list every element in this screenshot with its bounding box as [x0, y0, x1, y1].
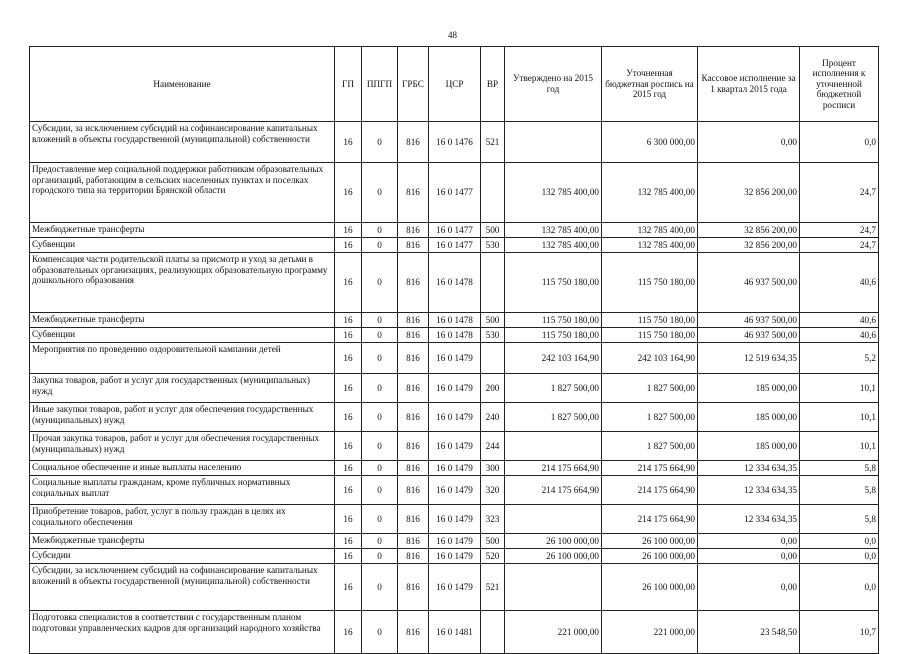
table-row	[30, 163, 879, 223]
cell-ppgp: 0	[362, 534, 398, 549]
cell-gp: 16	[335, 163, 362, 223]
cell-csr: 16 0 1479	[429, 549, 481, 564]
header-gp: ГП	[335, 47, 362, 122]
cell-ppgp: 0	[362, 328, 398, 343]
cell-name: Субсидии, за исключением субсидий на софинансирование капитальных вложений в объекты государственной (муниципальной) собственности	[30, 122, 335, 163]
cell-approved: 1 827 500,00	[505, 374, 602, 403]
page-number: 48	[448, 30, 457, 40]
cell-vr	[481, 343, 505, 374]
cell-name: Социальные выплаты гражданам, кроме публичных нормативных социальных выплат	[30, 476, 335, 505]
cell-vr: 530	[481, 238, 505, 253]
cell-grbs: 816	[398, 313, 429, 328]
cell-executed: 0,00	[698, 122, 800, 163]
table-row	[30, 313, 879, 328]
cell-vr: 521	[481, 122, 505, 163]
cell-refined: 132 785 400,00	[602, 238, 698, 253]
cell-name: Межбюджетные трансферты	[30, 223, 335, 238]
cell-refined: 1 827 500,00	[602, 403, 698, 432]
cell-grbs: 816	[398, 122, 429, 163]
table-row	[30, 564, 879, 611]
cell-gp: 16	[335, 505, 362, 534]
table-row	[30, 374, 879, 403]
cell-gp: 16	[335, 328, 362, 343]
cell-vr: 200	[481, 374, 505, 403]
header-name: Наименование	[30, 47, 335, 122]
table-header-row	[30, 47, 879, 122]
cell-name: Приобретение товаров, работ, услуг в пользу граждан в целях их социального обеспечения	[30, 505, 335, 534]
header-vr: ВР	[481, 47, 505, 122]
table-row	[30, 343, 879, 374]
cell-refined: 26 100 000,00	[602, 549, 698, 564]
cell-ppgp: 0	[362, 223, 398, 238]
cell-refined: 1 827 500,00	[602, 432, 698, 461]
cell-executed: 46 937 500,00	[698, 328, 800, 343]
cell-csr: 16 0 1479	[429, 505, 481, 534]
cell-name: Субвенции	[30, 328, 335, 343]
cell-ppgp: 0	[362, 343, 398, 374]
cell-executed: 12 519 634,35	[698, 343, 800, 374]
table-row	[30, 253, 879, 313]
cell-csr: 16 0 1479	[429, 534, 481, 549]
cell-approved: 1 827 500,00	[505, 403, 602, 432]
cell-refined: 132 785 400,00	[602, 223, 698, 238]
cell-ppgp: 0	[362, 122, 398, 163]
cell-gp: 16	[335, 549, 362, 564]
cell-grbs: 816	[398, 505, 429, 534]
cell-gp: 16	[335, 534, 362, 549]
cell-grbs: 816	[398, 549, 429, 564]
cell-executed: 46 937 500,00	[698, 313, 800, 328]
cell-gp: 16	[335, 223, 362, 238]
cell-refined: 115 750 180,00	[602, 253, 698, 313]
cell-ppgp: 0	[362, 238, 398, 253]
cell-ppgp: 0	[362, 476, 398, 505]
table-row	[30, 549, 879, 564]
cell-gp: 16	[335, 343, 362, 374]
cell-approved: 242 103 164,90	[505, 343, 602, 374]
cell-percent: 0,0	[800, 564, 879, 611]
cell-percent: 40,6	[800, 253, 879, 313]
cell-approved: 214 175 664,90	[505, 476, 602, 505]
cell-ppgp: 0	[362, 549, 398, 564]
table-row	[30, 432, 879, 461]
header-grbs: ГРБС	[398, 47, 429, 122]
table-row	[30, 403, 879, 432]
cell-percent: 40,6	[800, 328, 879, 343]
cell-approved	[505, 122, 602, 163]
cell-executed: 185 000,00	[698, 374, 800, 403]
table-row	[30, 534, 879, 549]
cell-csr: 16 0 1479	[429, 432, 481, 461]
cell-grbs: 816	[398, 534, 429, 549]
cell-vr: 300	[481, 461, 505, 476]
cell-percent: 0,0	[800, 122, 879, 163]
cell-csr: 16 0 1479	[429, 403, 481, 432]
cell-grbs: 816	[398, 223, 429, 238]
cell-refined: 214 175 664,90	[602, 461, 698, 476]
cell-approved: 26 100 000,00	[505, 549, 602, 564]
header-ppgp: ППГП	[362, 47, 398, 122]
cell-vr: 500	[481, 313, 505, 328]
cell-name: Мероприятия по проведению оздоровительной кампании детей	[30, 343, 335, 374]
header-percent: Процент исполнения к уточненной бюджетной росписи	[800, 47, 879, 122]
cell-approved: 221 000,00	[505, 611, 602, 654]
cell-grbs: 816	[398, 374, 429, 403]
cell-name: Прочая закупка товаров, работ и услуг для обеспечения государственных (муниципальных) нужд	[30, 432, 335, 461]
cell-executed: 32 856 200,00	[698, 163, 800, 223]
cell-grbs: 816	[398, 403, 429, 432]
cell-executed: 12 334 634,35	[698, 476, 800, 505]
cell-refined: 1 827 500,00	[602, 374, 698, 403]
cell-vr: 320	[481, 476, 505, 505]
cell-csr: 16 0 1479	[429, 374, 481, 403]
cell-approved	[505, 564, 602, 611]
table-row	[30, 476, 879, 505]
cell-refined: 115 750 180,00	[602, 328, 698, 343]
cell-approved: 26 100 000,00	[505, 534, 602, 549]
cell-csr: 16 0 1477	[429, 163, 481, 223]
cell-percent: 10,1	[800, 374, 879, 403]
cell-name: Межбюджетные трансферты	[30, 534, 335, 549]
cell-vr: 244	[481, 432, 505, 461]
cell-vr: 500	[481, 534, 505, 549]
cell-gp: 16	[335, 476, 362, 505]
cell-name: Субсидии	[30, 549, 335, 564]
cell-gp: 16	[335, 461, 362, 476]
cell-percent: 10,7	[800, 611, 879, 654]
cell-vr: 530	[481, 328, 505, 343]
cell-vr	[481, 163, 505, 223]
table-row	[30, 328, 879, 343]
cell-name: Предоставление мер социальной поддержки работникам образовательных организаций, работающим в сельских населенных пунктах и поселках городского типа на территории Брянской области	[30, 163, 335, 223]
cell-csr: 16 0 1479	[429, 343, 481, 374]
table-row	[30, 461, 879, 476]
table-row	[30, 122, 879, 163]
cell-ppgp: 0	[362, 564, 398, 611]
cell-name: Иные закупки товаров, работ и услуг для обеспечения государственных (муниципальных) нужд	[30, 403, 335, 432]
cell-ppgp: 0	[362, 313, 398, 328]
cell-vr: 500	[481, 223, 505, 238]
header-executed: Кассовое исполнение за 1 квартал 2015 года	[698, 47, 800, 122]
cell-refined: 214 175 664,90	[602, 505, 698, 534]
cell-approved: 115 750 180,00	[505, 328, 602, 343]
cell-approved: 214 175 664,90	[505, 461, 602, 476]
cell-csr: 16 0 1478	[429, 313, 481, 328]
cell-gp: 16	[335, 403, 362, 432]
cell-refined: 242 103 164,90	[602, 343, 698, 374]
cell-name: Межбюджетные трансферты	[30, 313, 335, 328]
cell-ppgp: 0	[362, 461, 398, 476]
cell-percent: 24,7	[800, 238, 879, 253]
cell-percent: 10,1	[800, 403, 879, 432]
cell-vr: 521	[481, 564, 505, 611]
cell-ppgp: 0	[362, 505, 398, 534]
cell-gp: 16	[335, 122, 362, 163]
table-row	[30, 611, 879, 654]
cell-vr	[481, 253, 505, 313]
cell-executed: 46 937 500,00	[698, 253, 800, 313]
cell-executed: 32 856 200,00	[698, 223, 800, 238]
cell-approved	[505, 432, 602, 461]
cell-gp: 16	[335, 253, 362, 313]
header-csr: ЦСР	[429, 47, 481, 122]
cell-refined: 132 785 400,00	[602, 163, 698, 223]
cell-csr: 16 0 1479	[429, 564, 481, 611]
cell-name: Подготовка специалистов в соответствии с государственным планом подготовки управленческих кадров для организаций народного хозяйства	[30, 611, 335, 654]
header-refined: Уточненная бюджетная роспись на 2015 год	[602, 47, 698, 122]
cell-gp: 16	[335, 374, 362, 403]
cell-percent: 0,0	[800, 534, 879, 549]
table-row	[30, 238, 879, 253]
budget-table	[29, 46, 879, 654]
cell-executed: 185 000,00	[698, 403, 800, 432]
cell-refined: 115 750 180,00	[602, 313, 698, 328]
cell-name: Субвенции	[30, 238, 335, 253]
cell-grbs: 816	[398, 611, 429, 654]
cell-grbs: 816	[398, 253, 429, 313]
cell-gp: 16	[335, 313, 362, 328]
table-body	[30, 122, 879, 654]
cell-ppgp: 0	[362, 403, 398, 432]
cell-csr: 16 0 1477	[429, 238, 481, 253]
cell-gp: 16	[335, 432, 362, 461]
cell-approved: 115 750 180,00	[505, 253, 602, 313]
cell-gp: 16	[335, 611, 362, 654]
cell-executed: 0,00	[698, 549, 800, 564]
cell-approved	[505, 505, 602, 534]
cell-ppgp: 0	[362, 253, 398, 313]
table-row	[30, 223, 879, 238]
cell-approved: 115 750 180,00	[505, 313, 602, 328]
cell-approved: 132 785 400,00	[505, 238, 602, 253]
cell-refined: 6 300 000,00	[602, 122, 698, 163]
cell-csr: 16 0 1481	[429, 611, 481, 654]
table-row	[30, 505, 879, 534]
cell-executed: 185 000,00	[698, 432, 800, 461]
cell-name: Субсидии, за исключением субсидий на софинансирование капитальных вложений в объекты государственной (муниципальной) собственности	[30, 564, 335, 611]
cell-percent: 5,8	[800, 505, 879, 534]
cell-grbs: 816	[398, 328, 429, 343]
cell-gp: 16	[335, 238, 362, 253]
cell-grbs: 816	[398, 476, 429, 505]
cell-percent: 40,6	[800, 313, 879, 328]
cell-percent: 5,2	[800, 343, 879, 374]
cell-approved: 132 785 400,00	[505, 163, 602, 223]
cell-vr	[481, 611, 505, 654]
cell-csr: 16 0 1479	[429, 476, 481, 505]
cell-ppgp: 0	[362, 374, 398, 403]
cell-grbs: 816	[398, 461, 429, 476]
cell-percent: 10,1	[800, 432, 879, 461]
cell-vr: 240	[481, 403, 505, 432]
cell-refined: 26 100 000,00	[602, 564, 698, 611]
cell-csr: 16 0 1478	[429, 328, 481, 343]
cell-percent: 24,7	[800, 223, 879, 238]
header-approved: Утверждено на 2015 год	[505, 47, 602, 122]
cell-refined: 26 100 000,00	[602, 534, 698, 549]
cell-refined: 214 175 664,90	[602, 476, 698, 505]
cell-grbs: 816	[398, 163, 429, 223]
cell-csr: 16 0 1479	[429, 461, 481, 476]
cell-percent: 5,8	[800, 476, 879, 505]
cell-percent: 24,7	[800, 163, 879, 223]
cell-executed: 0,00	[698, 564, 800, 611]
cell-executed: 0,00	[698, 534, 800, 549]
cell-executed: 12 334 634,35	[698, 505, 800, 534]
cell-grbs: 816	[398, 343, 429, 374]
cell-csr: 16 0 1476	[429, 122, 481, 163]
cell-name: Закупка товаров, работ и услуг для государственных (муниципальных) нужд	[30, 374, 335, 403]
cell-grbs: 816	[398, 432, 429, 461]
cell-grbs: 816	[398, 564, 429, 611]
cell-vr: 323	[481, 505, 505, 534]
cell-ppgp: 0	[362, 611, 398, 654]
cell-executed: 12 334 634,35	[698, 461, 800, 476]
cell-percent: 5,8	[800, 461, 879, 476]
cell-gp: 16	[335, 564, 362, 611]
cell-approved: 132 785 400,00	[505, 223, 602, 238]
cell-vr: 520	[481, 549, 505, 564]
cell-ppgp: 0	[362, 432, 398, 461]
cell-csr: 16 0 1478	[429, 253, 481, 313]
cell-percent: 0,0	[800, 549, 879, 564]
cell-ppgp: 0	[362, 163, 398, 223]
cell-name: Компенсация части родительской платы за присмотр и уход за детьми в образовательных организациях, реализующих образовательную программу дошкольного образования	[30, 253, 335, 313]
cell-refined: 221 000,00	[602, 611, 698, 654]
cell-executed: 32 856 200,00	[698, 238, 800, 253]
cell-executed: 23 548,50	[698, 611, 800, 654]
cell-name: Социальное обеспечение и иные выплаты населению	[30, 461, 335, 476]
cell-grbs: 816	[398, 238, 429, 253]
cell-csr: 16 0 1477	[429, 223, 481, 238]
